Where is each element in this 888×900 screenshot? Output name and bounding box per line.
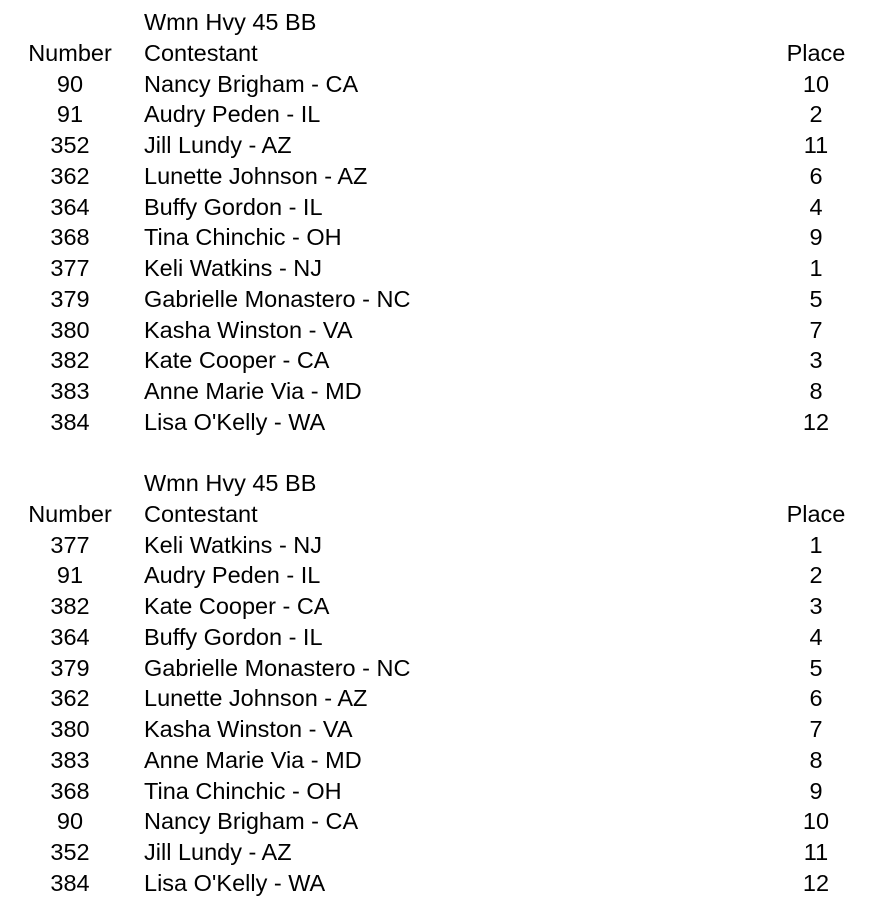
- table-title-row: [0, 7, 888, 38]
- contestant-number: 362: [50, 685, 90, 712]
- contestant-place: 10: [802, 70, 830, 97]
- contestant-name: Keli Watkins - NJ: [144, 531, 323, 558]
- contestant-number: 380: [50, 716, 90, 742]
- contestant-name: Lunette Johnson - AZ: [144, 685, 368, 712]
- contestant-place: 8: [809, 746, 823, 773]
- table-row: [0, 130, 888, 161]
- table-row: [0, 714, 888, 745]
- contestant-place: 11: [803, 839, 829, 865]
- division-title: Wmn Hvy 45 BB: [144, 9, 317, 35]
- contestant-place: 7: [809, 716, 823, 742]
- table-row: [0, 161, 888, 192]
- contestant-name: Buffy Gordon - IL: [144, 193, 323, 220]
- contestant-name: Audry Peden - IL: [144, 562, 321, 589]
- contestant-number: 379: [50, 285, 90, 312]
- header-contestant: Contestant: [144, 500, 258, 527]
- contestant-place: 8: [809, 378, 823, 404]
- table-row: [0, 530, 888, 561]
- contestant-name: Lisa O'Kelly - WA: [144, 869, 326, 896]
- contestant-name: Kate Cooper - CA: [144, 347, 330, 374]
- table-row: [0, 99, 888, 130]
- contestant-place: 9: [809, 777, 823, 804]
- contestant-place: 3: [809, 347, 823, 374]
- contestant-name: Nancy Brigham - CA: [144, 808, 359, 835]
- contestant-place: 2: [809, 562, 823, 589]
- contestant-number: 364: [50, 193, 90, 220]
- contestant-name: Nancy Brigham - CA: [144, 70, 359, 97]
- contestant-place: 10: [802, 808, 830, 835]
- contestant-number: 368: [50, 224, 90, 251]
- contestant-name: Kasha Winston - VA: [144, 716, 353, 742]
- contestant-number: 362: [50, 162, 90, 189]
- contestant-place: 4: [809, 623, 823, 650]
- contestant-place: 4: [809, 193, 823, 220]
- contestant-number: 383: [50, 378, 90, 404]
- table-row: [0, 69, 888, 100]
- contestant-place: 5: [809, 285, 823, 312]
- table-row: [0, 345, 888, 376]
- table-row: [0, 407, 888, 438]
- contestant-name: Keli Watkins - NJ: [144, 255, 323, 281]
- table-row: [0, 284, 888, 315]
- contestant-number: 352: [50, 839, 90, 865]
- contestant-number: 384: [50, 869, 90, 896]
- table-row: [0, 192, 888, 223]
- contestant-place: 12: [802, 869, 830, 896]
- contestant-name: Buffy Gordon - IL: [144, 623, 323, 650]
- table-row: [0, 591, 888, 622]
- table-row: [0, 622, 888, 653]
- contestant-name: Tina Chinchic - OH: [144, 777, 342, 804]
- contestant-name: Kasha Winston - VA: [144, 316, 353, 343]
- contestant-place: 5: [809, 654, 823, 681]
- contestant-number: 377: [50, 255, 90, 281]
- contestant-place: 1: [809, 255, 823, 281]
- contestant-number: 382: [50, 593, 90, 619]
- contestant-number: 368: [50, 777, 90, 804]
- table-row: [0, 776, 888, 807]
- table-row: [0, 253, 888, 284]
- contestant-number: 91: [56, 562, 84, 589]
- contestant-place: 6: [809, 162, 823, 189]
- contestant-place: 7: [809, 316, 823, 343]
- table-row: [0, 745, 888, 776]
- contestant-number: 377: [50, 531, 90, 558]
- table-row: [0, 222, 888, 253]
- table-header-row: [0, 38, 888, 69]
- table-header-row: [0, 499, 888, 530]
- header-place: Place: [786, 500, 846, 527]
- contestant-name: Lunette Johnson - AZ: [144, 162, 368, 189]
- contestant-place: 6: [809, 685, 823, 712]
- table-row: [0, 837, 888, 868]
- division-title: Wmn Hvy 45 BB: [144, 470, 317, 496]
- table-title-row: [0, 468, 888, 499]
- contestant-name: Tina Chinchic - OH: [144, 224, 342, 251]
- contestant-place: 12: [802, 408, 830, 435]
- contestant-number: 364: [50, 623, 90, 650]
- contestant-name: Anne Marie Via - MD: [144, 378, 362, 404]
- contestant-name: Gabrielle Monastero - NC: [144, 285, 411, 312]
- contestant-number: 379: [50, 654, 90, 681]
- contestant-number: 383: [50, 746, 90, 773]
- table-row: [0, 315, 888, 346]
- contestant-number: 382: [50, 347, 90, 374]
- results-table-1: [0, 7, 888, 438]
- contestant-number: 352: [50, 132, 90, 158]
- contestant-number: 90: [56, 808, 84, 835]
- contestant-name: Kate Cooper - CA: [144, 593, 330, 619]
- contestant-number: 91: [56, 101, 84, 128]
- table-row: [0, 683, 888, 714]
- contestant-name: Audry Peden - IL: [144, 101, 321, 128]
- contestant-name: Lisa O'Kelly - WA: [144, 408, 326, 435]
- header-number: Number: [28, 39, 112, 66]
- contestant-place: 1: [809, 531, 823, 558]
- contestant-number: 90: [56, 70, 84, 97]
- contestant-name: Anne Marie Via - MD: [144, 746, 362, 773]
- contestant-name: Jill Lundy - AZ: [144, 839, 292, 865]
- table-row: [0, 806, 888, 837]
- contestant-name: Gabrielle Monastero - NC: [144, 654, 411, 681]
- contestant-number: 384: [50, 408, 90, 435]
- header-place: Place: [786, 39, 846, 66]
- contestant-place: 2: [809, 101, 823, 128]
- table-row: [0, 376, 888, 407]
- table-row: [0, 653, 888, 684]
- header-contestant: Contestant: [144, 39, 258, 66]
- table-row: [0, 868, 888, 899]
- contestant-name: Jill Lundy - AZ: [144, 132, 292, 158]
- contestant-place: 3: [809, 593, 823, 619]
- table-row: [0, 560, 888, 591]
- contestant-place: 11: [803, 132, 829, 158]
- results-table-2: [0, 468, 888, 899]
- header-number: Number: [28, 500, 112, 527]
- contestant-number: 380: [50, 316, 90, 343]
- contestant-place: 9: [809, 224, 823, 251]
